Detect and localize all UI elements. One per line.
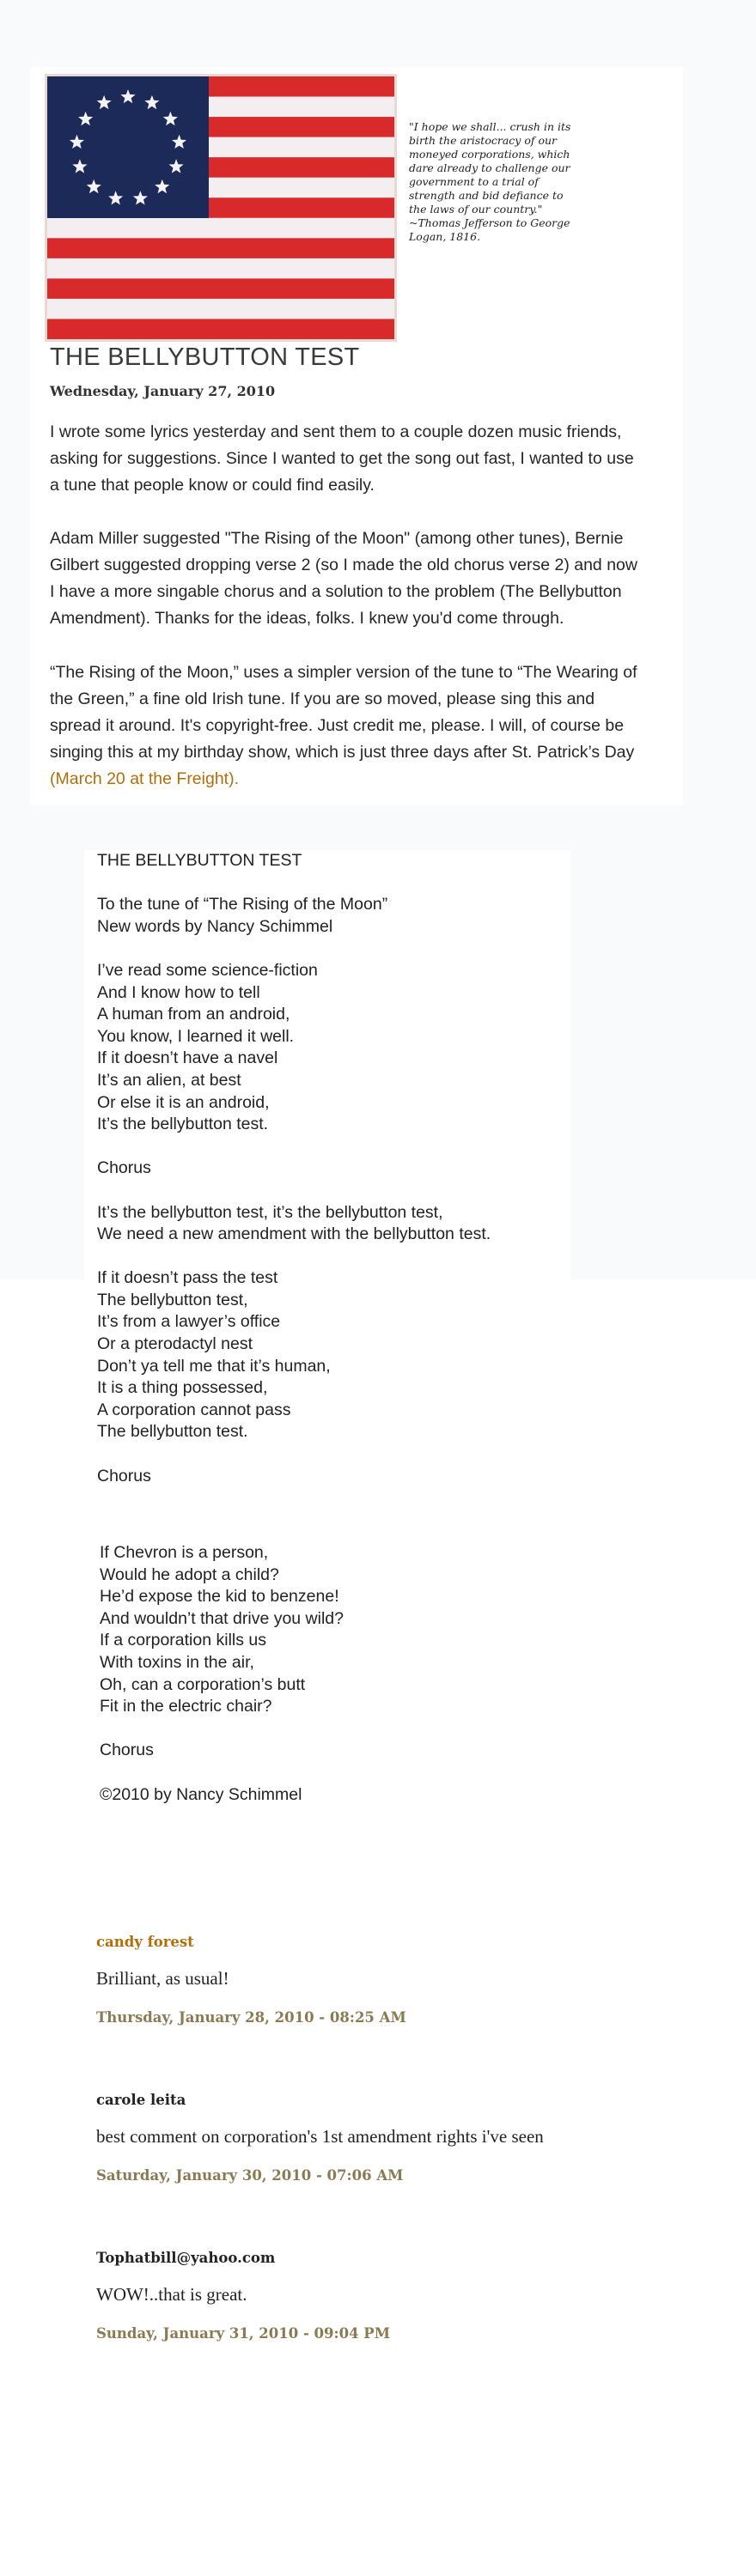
flag-image xyxy=(45,74,397,342)
comment-body: WOW!..that is great. xyxy=(96,2284,247,2305)
flag-stripe xyxy=(47,238,394,258)
post-title[interactable]: THE BELLYBUTTON TEST xyxy=(50,343,360,371)
post-date: Wednesday, January 27, 2010 xyxy=(50,383,276,399)
comment-author[interactable]: candy forest xyxy=(96,1934,194,1950)
comment-author: carole leita xyxy=(96,2092,186,2108)
flag-stripe xyxy=(47,218,394,239)
flag-stripe xyxy=(47,299,394,319)
comment-date: Sunday, January 31, 2010 - 09:04 PM xyxy=(96,2325,390,2342)
comment-body: best comment on corporation's 1st amendment rights i've seen xyxy=(96,2126,544,2147)
comment-body: Brilliant, as usual! xyxy=(96,1968,229,1989)
post-paragraph-text: “The Rising of the Moon,” uses a simpler version of the tune to “The Wearing of the Green,” a fine old Irish tune. If you are so moved, please sing this and spread it around. It's copyright-free. Just credit me, please. I will, of course be singing this at my birthday show, which is just three days after St. Patrick’s Day xyxy=(50,663,637,762)
flag-stripe xyxy=(47,258,394,279)
song-lyrics: THE BELLYBUTTON TEST To the tune of “The Rising of the Moon” New words by Nancy Schimmel I’ve read some science-fiction And I know how to tell A human from an android, You know, I learned it well. If it doesn’t have a navel It’s an alien, at best Or else it is an android, It’s the bellybutton test. Chorus It’s the bellybutton test, it’s the bellybutton test, We need a new amendment with the bellybutton test. If it doesn’t pass the test The bellybutton test, It’s from a lawyer’s office Or a pterodactyl nest Don’t ya tell me that it’s human, It is a thing possessed, A corporation cannot pass The bellybutton test. Chorus xyxy=(97,851,491,1485)
comment-date: Thursday, January 28, 2010 - 08:25 AM xyxy=(96,2009,406,2026)
flag-stripe xyxy=(47,319,394,339)
post-paragraph: I wrote some lyrics yesterday and sent them to a couple dozen music friends, asking for suggestions. Since I wanted to get the song out fast, I wanted to use a tune that people know or could find easily. xyxy=(50,422,634,495)
song-lyrics-continued: If Chevron is a person, Would he adopt a child? He’d expose the kid to benzene! And wouldn’t that drive you wild? If a corporation kills us With toxins in the air, Oh, can a corporation’s butt Fit in the electric chair? Chorus ©2010 by Nancy Schimmel xyxy=(100,1543,344,1804)
freight-show-link[interactable]: (March 20 at the Freight). xyxy=(50,769,240,788)
comment-date: Saturday, January 30, 2010 - 07:06 AM xyxy=(96,2167,404,2184)
post-paragraph xyxy=(50,659,643,793)
jefferson-quote: "I hope we shall... crush in its birth the aristocracy of our moneyed corporations, which dare already to challenge our government to a trial of strength and bid defiance to the laws of our country." ~Thomas Jefferson to George Logan, 1816. xyxy=(409,120,571,243)
post-paragraph: Adam Miller suggested "The Rising of the Moon" (among other tunes), Bernie Gilbert suggested dropping verse 2 (so I made the old chorus verse 2) and now I have a more singable chorus and a solution to the problem (The Bellybutton Amendment). Thanks for the ideas, folks. I knew you'd come through. xyxy=(50,529,637,628)
comment-author: Tophatbill@yahoo.com xyxy=(96,2250,276,2266)
flag-stripe xyxy=(47,278,394,299)
flag-graphic xyxy=(47,76,394,339)
